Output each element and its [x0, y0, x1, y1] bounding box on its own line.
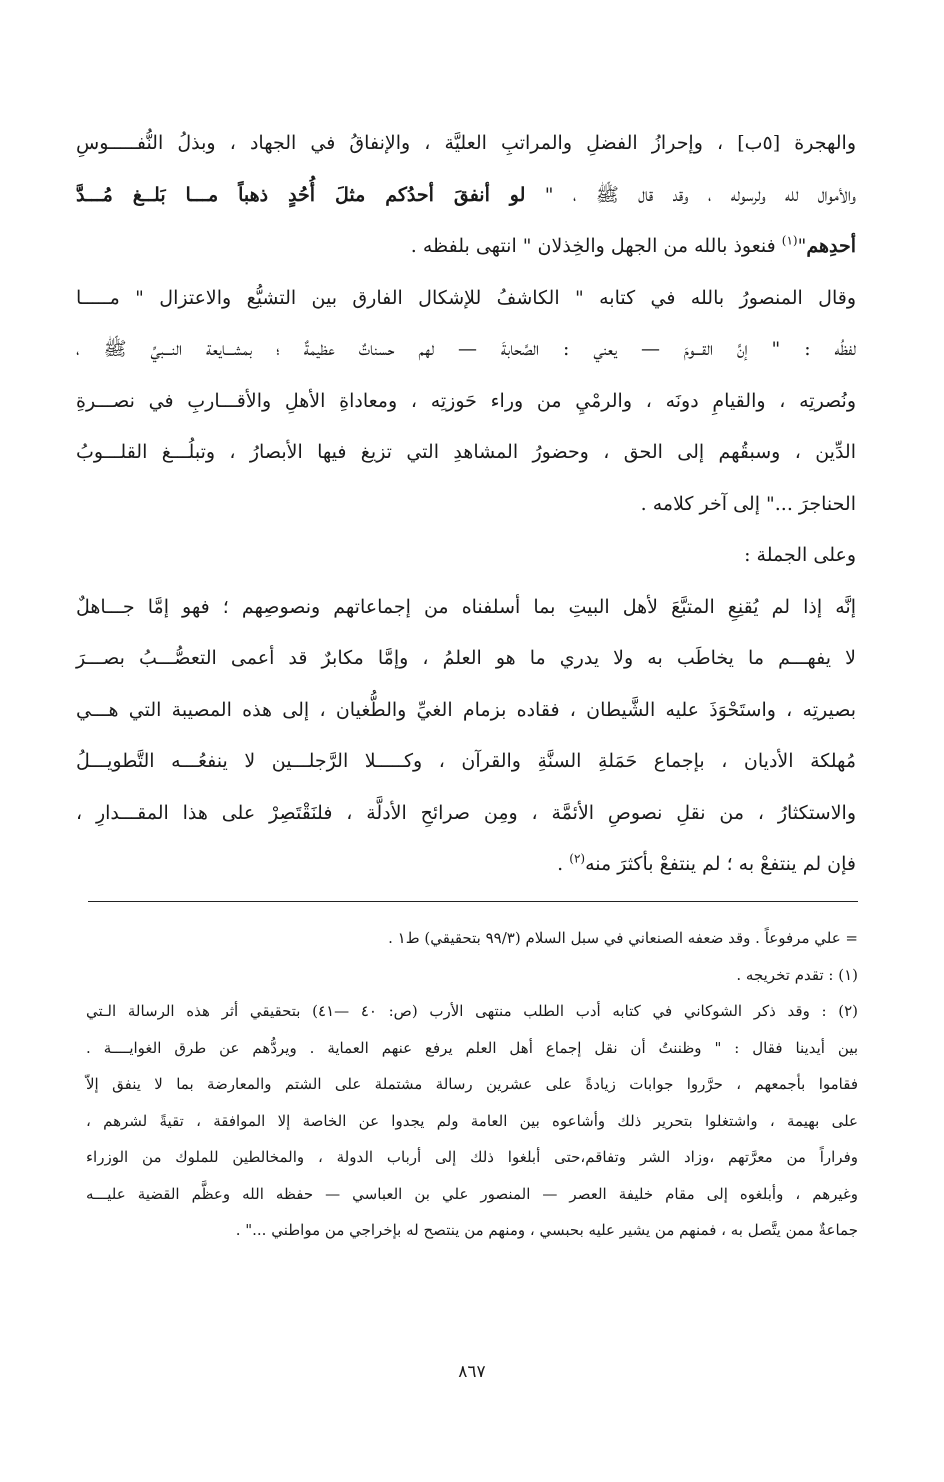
text-line: لا يفهـــم ما يخاطَب به ولا يدري ما هو العلمُ ، وإمَّا مكابرٌ قد أعمى التعصُّـــبُ بصـــرَ [76, 647, 856, 669]
text-line: ونُصرتِه ، والقيامِ دونَه ، والرمْيِ من وراء حَوزتِه ، ومعاداةِ الأهلِ والأقـــاربِ في نصـــرةِ [76, 389, 856, 412]
text-line: الدِّين ، وسبقُهم إلى الحق ، وحضورُ المشاهدِ التي تزيغ فيها الأبصارُ ، وتبلُـــغ القلـــوبُ [76, 441, 856, 463]
footnote-divider [88, 901, 858, 902]
text-line: والهجرة [٥ب] ، وإحرازُ الفضلِ والمراتبِ العليَّة ، والإنفاقُ في الجهاد ، وبذلُ النُّفـــــوسِ [76, 132, 856, 154]
text-line: إنَّه إذا لم يُقنِعِ المتبَّعَ لأهل البيتِ بما أسلفناه من إجماعاتهم ونصوصِهم ؛ فهو إمَّا جـــاهلٌ [76, 595, 856, 618]
text-line: الحناجرَ ..." إلى آخر كلامه . [640, 492, 856, 515]
footnote-line: فقاموا بأجمعهم ، حرَّروا جوابات زيادةً على عشرين رسالة مشتملة على الشتم والمعارضة بما لا ينفق إلاّ [86, 1075, 858, 1093]
text-line: مُهلكة الأديان ، بإجماع حَمَلةِ السنَّةِ والقرآن ، وكـــــلا الرَّجلـــين لا ينفعُـــه التَّطويـــلُ [76, 750, 856, 772]
footnote-line: بين أيدينا فقال : " وظننتُ أن نقل إجماع أهل العلم يرفع عنهم العماية . ويردُّهم عن طرق الغوايــــة . [86, 1038, 858, 1057]
text-line-hadith-end: أحدِهم"$^{(١)}$ فنعوذ بالله من الجهل والخِذلان " انتهى بلفظه . [410, 233, 856, 257]
text-line: بصيرتِه ، واستَحْوَذَ عليه الشَّيطان ، فقاده بزمام الغيِّ والطُّغيان ، إلى هذه المصيبة التي هـــي [76, 698, 856, 721]
footnote-line: جماعةٌ ممن يتَّصل به ، فمنهم من يشير عليه بحبسي ، ومنهم من ينتصح له بإخراجي من مواطني ..." . [235, 1221, 858, 1239]
footnote-line: على بهيمة ، واشتغلوا بتحرير ذلك وأشاعوه بين العامة ولم يجدوا عن الخاصة إلا الموافقة ، تقيةً لشرهم ، [86, 1111, 858, 1130]
page-number: ٨٦٧ [458, 1362, 486, 1382]
text-line-hadith: والأموال لله ولرسوله ، وقد قال ﷺ ، " لو أنفقَ أحدُكم مثلَ أُحُدٍ ذهباً مـــا بَلــغ مُـــدَّ [76, 183, 857, 206]
text-line: والاستكثارُ ، من نقلِ نصوصِ الأئمَّة ، ومِن صرائحِ الأدلَّة ، فلنَقْتَصِرْ على هذا المقـــدارِ ، [76, 801, 856, 824]
text-line: لفظُه : " إنَّ القـــومَ — يعني : الصَّحابةَ — لهم حسناتٌ عظيمةٌ ؛ بمشـــايعة النـــبيِّ ﷺ ، [76, 338, 856, 360]
text-line: وقال المنصورُ بالله في كتابه " الكاشفُ للإشكال الفارق بين التشيُّع والاعتزال " مـــــا [76, 286, 856, 309]
footnote-line: (١) : تقدم تخريجه . [736, 965, 858, 984]
section-heading: وعلى الجملة : [744, 544, 856, 566]
footnote-line: وغيرهم ، وأبلغوه إلى مقام خليفة العصر — المنصور علي بن العباسي — حفظه الله وعظَّم القضية عليـــه [86, 1184, 858, 1203]
footnote-line: (٢) : وقد ذكر الشوكاني في كتابه أدب الطلب منتهى الأرب (ص: ٤٠ —٤١) بتحقيقي أثر هذه الرسالة الـتي [86, 1002, 858, 1020]
footnote-line: = علي مرفوعاً . وقد ضعفه الصنعاني في سبل السلام (٩٩/٣ بتحقيقي) ط١ . [388, 929, 858, 947]
main-text [76, 118, 856, 891]
footnotes [86, 920, 858, 1249]
text-line: فإن لم ينتفعْ به ؛ لم ينتفعْ بأكثرَ منه$^{(٢)}$ . [557, 851, 856, 875]
footnote-line: وفراراً من معرَّتهم ،وزاد الشر وتفاقم،حتى أبلغوا ذلك إلى أرباب الدولة ، والمخالطين للملوك من الوزراء [86, 1148, 858, 1166]
